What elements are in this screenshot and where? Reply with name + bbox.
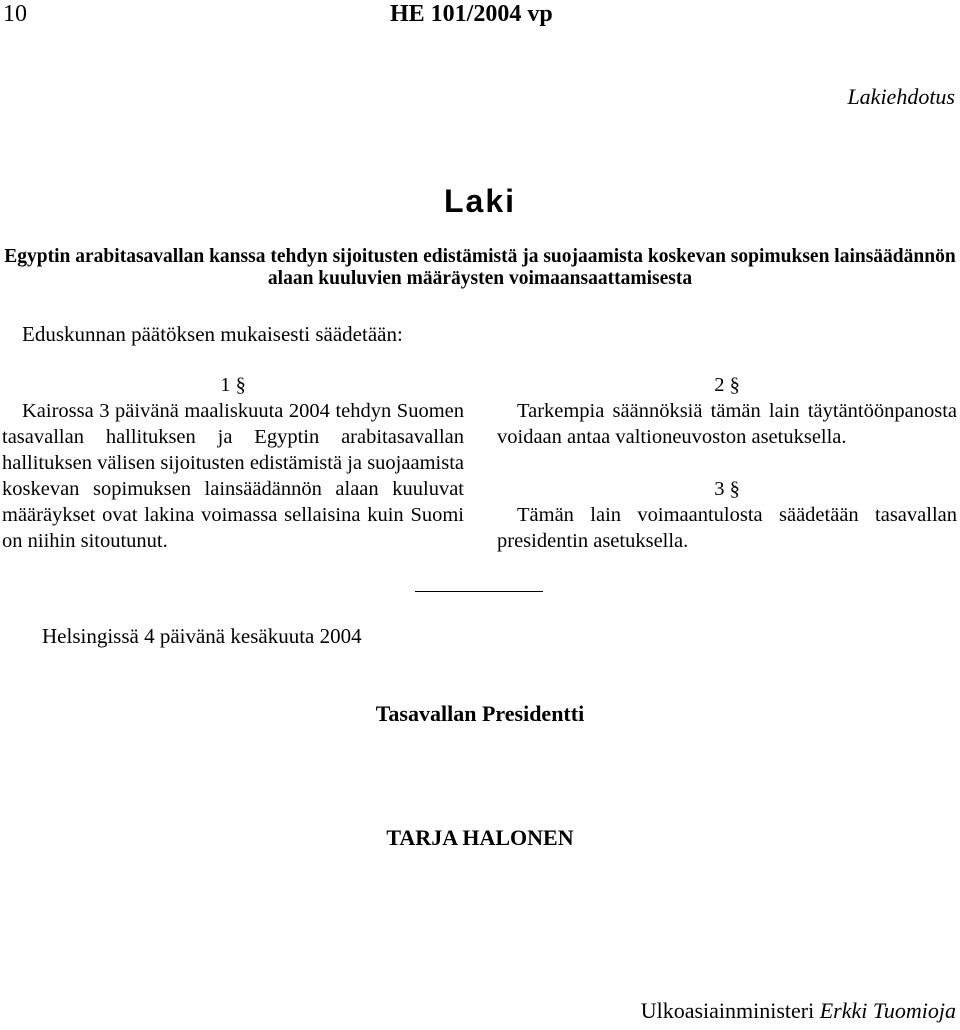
left-column [2,372,464,554]
right-column [497,372,957,554]
minister-title: Ulkoasiainministeri [640,998,815,1023]
section-2-heading: 2 § [714,374,740,396]
proposal-label: Lakiehdotus [847,84,955,109]
preamble: Eduskunnan päätöksen mukaisesti säädetään: [22,322,403,346]
law-subtitle: Egyptin arabitasavallan kanssa tehdyn sijoitusten edistämistä ja suojaamista koskevan sopimuksen lainsäädännön alaan kuuluvien määräysten voimaansaattamisesta [4,246,956,289]
law-title: Laki [443,183,517,219]
minister-signature [641,998,956,1024]
section-3-heading: 3 § [714,478,740,500]
place-date: Helsingissä 4 päivänä kesäkuuta 2004 [42,624,362,648]
section-3-text: Tämän lain voimaantulosta säädetään tasavallan presidentin asetuksella. [497,504,957,552]
document-id: HE 101/2004 vp [390,1,553,27]
divider-line [415,591,543,592]
section-spacer [497,450,957,476]
president-title: Tasavallan Presidentti [375,701,585,726]
section-1-text: Kairossa 3 päivänä maaliskuuta 2004 tehdyn Suomen tasavallan hallituksen ja Egyptin arabitasavallan hallituksen välisen sijoitusten edistämistä ja suojaamista koskevan sopimuksen lainsäädännön alaan kuuluvat määräykset ovat lakina voimassa sellaisina kuin Suomi on niihin sitoutunut. [2,400,464,552]
section-2-text: Tarkempia säännöksiä tämän lain täytäntöönpanosta voidaan antaa valtioneuvoston asetuksella. [497,400,957,448]
president-name: TARJA HALONEN [386,825,574,850]
minister-name: Erkki Tuomioja [819,998,956,1023]
page-number: 10 [3,1,27,27]
section-1-heading: 1 § [220,374,246,396]
